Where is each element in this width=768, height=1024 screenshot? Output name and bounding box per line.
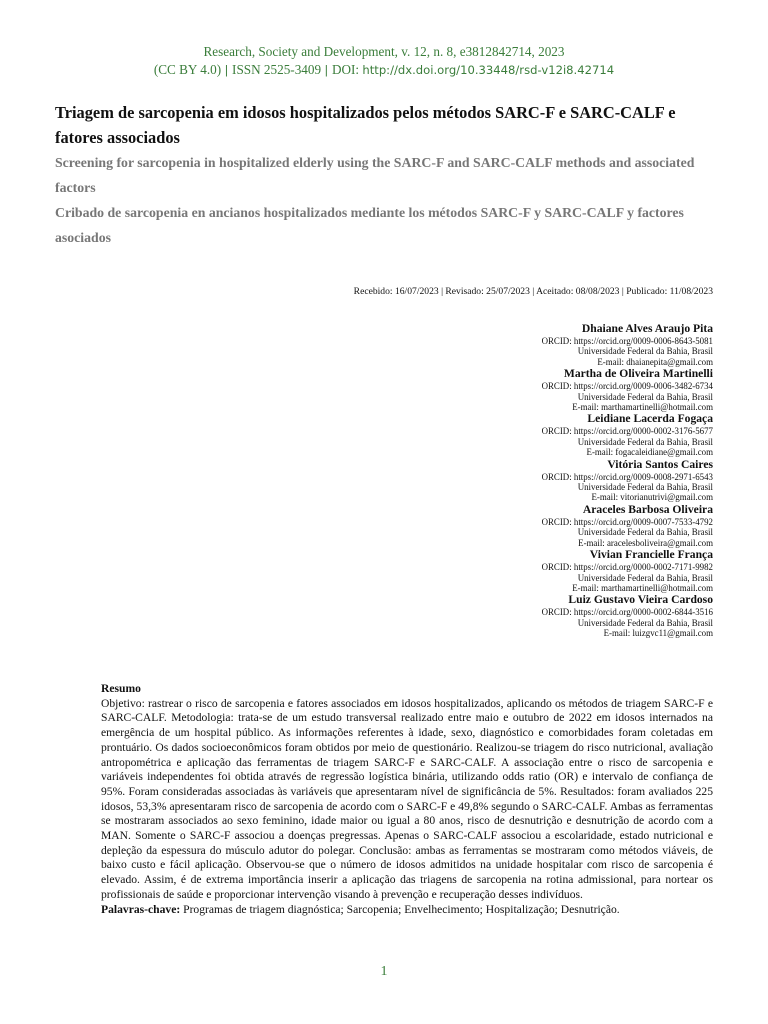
abstract-text: Objetivo: rastrear o risco de sarcopenia e fatores associados em idosos hospitalizados, aplicando os métodos de triagem SARC-F e SARC-CALF. Metodologia: trata-se de um estudo transversal realizado entre maio e outubro de 2022 em idosos internados na emergência de um hospital público. As informações referentes à idade, sexo, diagnóstico e comorbidades foram coletadas em prontuário. Os dados socioeconômicos foram obtidos por meio de questionário. Realizou-se triagem do risco nutricional, avaliação antropométrica e aplicação das ferramentas de triagem SARC-F e SARC-CALF. A associação entre o risco de sarcopenia e variáveis independentes foi obtida através de regressão logística binária, utilizando odds ratio (OR) e intervalo de confiança de 95%. Foram consideradas associadas às variáveis que apresentaram nível de significância de 5%. Resultados: foram avaliados 225 idosos, 53,3% apresentaram risco de sarcopenia de acordo com o SARC-F e 49,8% segundo o SARC-CALF. Ambas as ferramentas se mostraram associados ao sexo feminino, idade maior ou igual a 80 anos, risco de desnutrição e desnutrição de acordo com a MAN. Somente o SARC-F associou a doenças pregressas. Apenas o SARC-CALF associou a escolaridade, estado nutricional e depleção da espessura do músculo adutor do polegar. Conclusão: ambas as ferramentas se mostraram como métodos viáveis, de baixo custo e fácil aplicação. Observou-se que o número de idosos admitidos na unidade hospitalar com risco de sarcopenia é elevado. Assim, é de extrema importância inserir a aplicação das triagens de sarcopenia na rotina admissional, para nortear os profissionais de saúde e proporcionar intervenção visando à prevenção e recuperação desses indivíduos. xyxy=(101,696,713,901)
date-accepted: Aceitado: 08/08/2023 xyxy=(536,286,620,297)
author-orcid[interactable]: ORCID: https://orcid.org/0009-0008-2971-6543 xyxy=(541,471,713,482)
submission-dates: Recebido: 16/07/2023 | Revisado: 25/07/2023 | Aceitado: 08/08/2023 | Publicado: 11/08/2023 xyxy=(353,286,713,297)
title-portuguese: Triagem de sarcopenia em idosos hospitalizados pelos métodos SARC-F e SARC-CALF e fatores associados xyxy=(55,103,676,147)
author-entry xyxy=(542,412,713,457)
author-orcid[interactable]: ORCID: https://orcid.org/0009-0007-7533-4792 xyxy=(541,516,713,527)
author-entry xyxy=(542,367,713,412)
doi-link[interactable]: http://dx.doi.org/10.33448/rsd-v12i8.42714 xyxy=(362,63,615,77)
journal-citation: Research, Society and Development, v. 12, n. 8, e3812842714, 2023 xyxy=(203,44,565,59)
author-orcid[interactable]: ORCID: https://orcid.org/0009-0006-3482-6734 xyxy=(541,381,713,392)
doi-label: DOI: xyxy=(331,62,360,77)
author-affiliation: Universidade Federal da Bahia, Brasil xyxy=(577,436,713,447)
author-affiliation: Universidade Federal da Bahia, Brasil xyxy=(577,346,713,357)
keywords-label: Palavras-chave: xyxy=(101,902,181,916)
issn: ISSN 2525-3409 xyxy=(232,62,322,77)
author-orcid[interactable]: ORCID: https://orcid.org/0000-0002-7171-9982 xyxy=(541,562,713,573)
license: (CC BY 4.0) xyxy=(153,62,222,77)
author-name: Dhaiane Alves Araujo Pita xyxy=(581,322,713,335)
author-name: Vivian Francielle França xyxy=(589,548,713,562)
author-orcid[interactable]: ORCID: https://orcid.org/0000-0002-6844-3516 xyxy=(541,607,713,618)
keywords xyxy=(101,903,713,918)
author-email[interactable]: E-mail: fogacaleidiane@gmail.com xyxy=(586,447,713,458)
author-name: Araceles Barbosa Oliveira xyxy=(582,502,713,516)
author-affiliation: Universidade Federal da Bahia, Brasil xyxy=(577,482,713,493)
author-entry xyxy=(542,322,713,367)
author-email[interactable]: E-mail: luizgvc11@gmail.com xyxy=(603,628,713,639)
date-received: Recebido: 16/07/2023 xyxy=(353,286,439,297)
author-entry xyxy=(542,458,713,503)
abstract-section xyxy=(101,682,713,917)
author-entry xyxy=(542,593,713,638)
journal-header xyxy=(0,42,768,79)
author-list xyxy=(542,322,713,639)
author-entry xyxy=(542,503,713,548)
page-number: 1 xyxy=(380,964,388,979)
abstract-heading: Resumo xyxy=(101,682,141,695)
author-email[interactable]: E-mail: dhaianepita@gmail.com xyxy=(597,356,713,367)
author-orcid[interactable]: ORCID: https://orcid.org/0000-0002-3176-5677 xyxy=(541,426,713,437)
author-email[interactable]: E-mail: aracelesboliveira@gmail.com xyxy=(578,537,713,548)
author-orcid[interactable]: ORCID: https://orcid.org/0009-0006-8643-5081 xyxy=(541,336,713,346)
author-email[interactable]: E-mail: marthamartinelli@hotmail.com xyxy=(572,582,713,593)
date-revised: Revisado: 25/07/2023 xyxy=(445,286,530,297)
title-block xyxy=(55,100,720,250)
author-affiliation: Universidade Federal da Bahia, Brasil xyxy=(577,391,713,402)
author-affiliation: Universidade Federal da Bahia, Brasil xyxy=(577,572,713,583)
title-english: Screening for sarcopenia in hospitalized elderly using the SARC-F and SARC-CALF methods and associated factors xyxy=(55,155,695,195)
author-name: Martha de Oliveira Martinelli xyxy=(563,367,713,381)
author-affiliation: Universidade Federal da Bahia, Brasil xyxy=(577,527,713,538)
author-entry xyxy=(542,548,713,593)
date-published: Publicado: 11/08/2023 xyxy=(626,286,713,297)
keywords-list: Programas de triagem diagnóstica; Sarcopenia; Envelhecimento; Hospitalização; Desnutrição. xyxy=(183,902,620,916)
author-name: Luiz Gustavo Vieira Cardoso xyxy=(568,593,713,607)
author-name: Leidiane Lacerda Fogaça xyxy=(587,412,713,426)
author-email[interactable]: E-mail: vitorianutrivi@gmail.com xyxy=(591,492,713,503)
author-name: Vitória Santos Caires xyxy=(607,457,713,471)
author-affiliation: Universidade Federal da Bahia, Brasil xyxy=(577,617,713,628)
author-email[interactable]: E-mail: marthamartinelli@hotmail.com xyxy=(572,402,713,413)
journal-identifiers: (CC BY 4.0) | ISSN 2525-3409 | DOI: http://dx.doi.org/10.33448/rsd-v12i8.42714 xyxy=(153,62,615,77)
title-spanish: Cribado de sarcopenia en ancianos hospitalizados mediante los métodos SARC-F y SARC-CALF y factores asociados xyxy=(55,205,684,245)
